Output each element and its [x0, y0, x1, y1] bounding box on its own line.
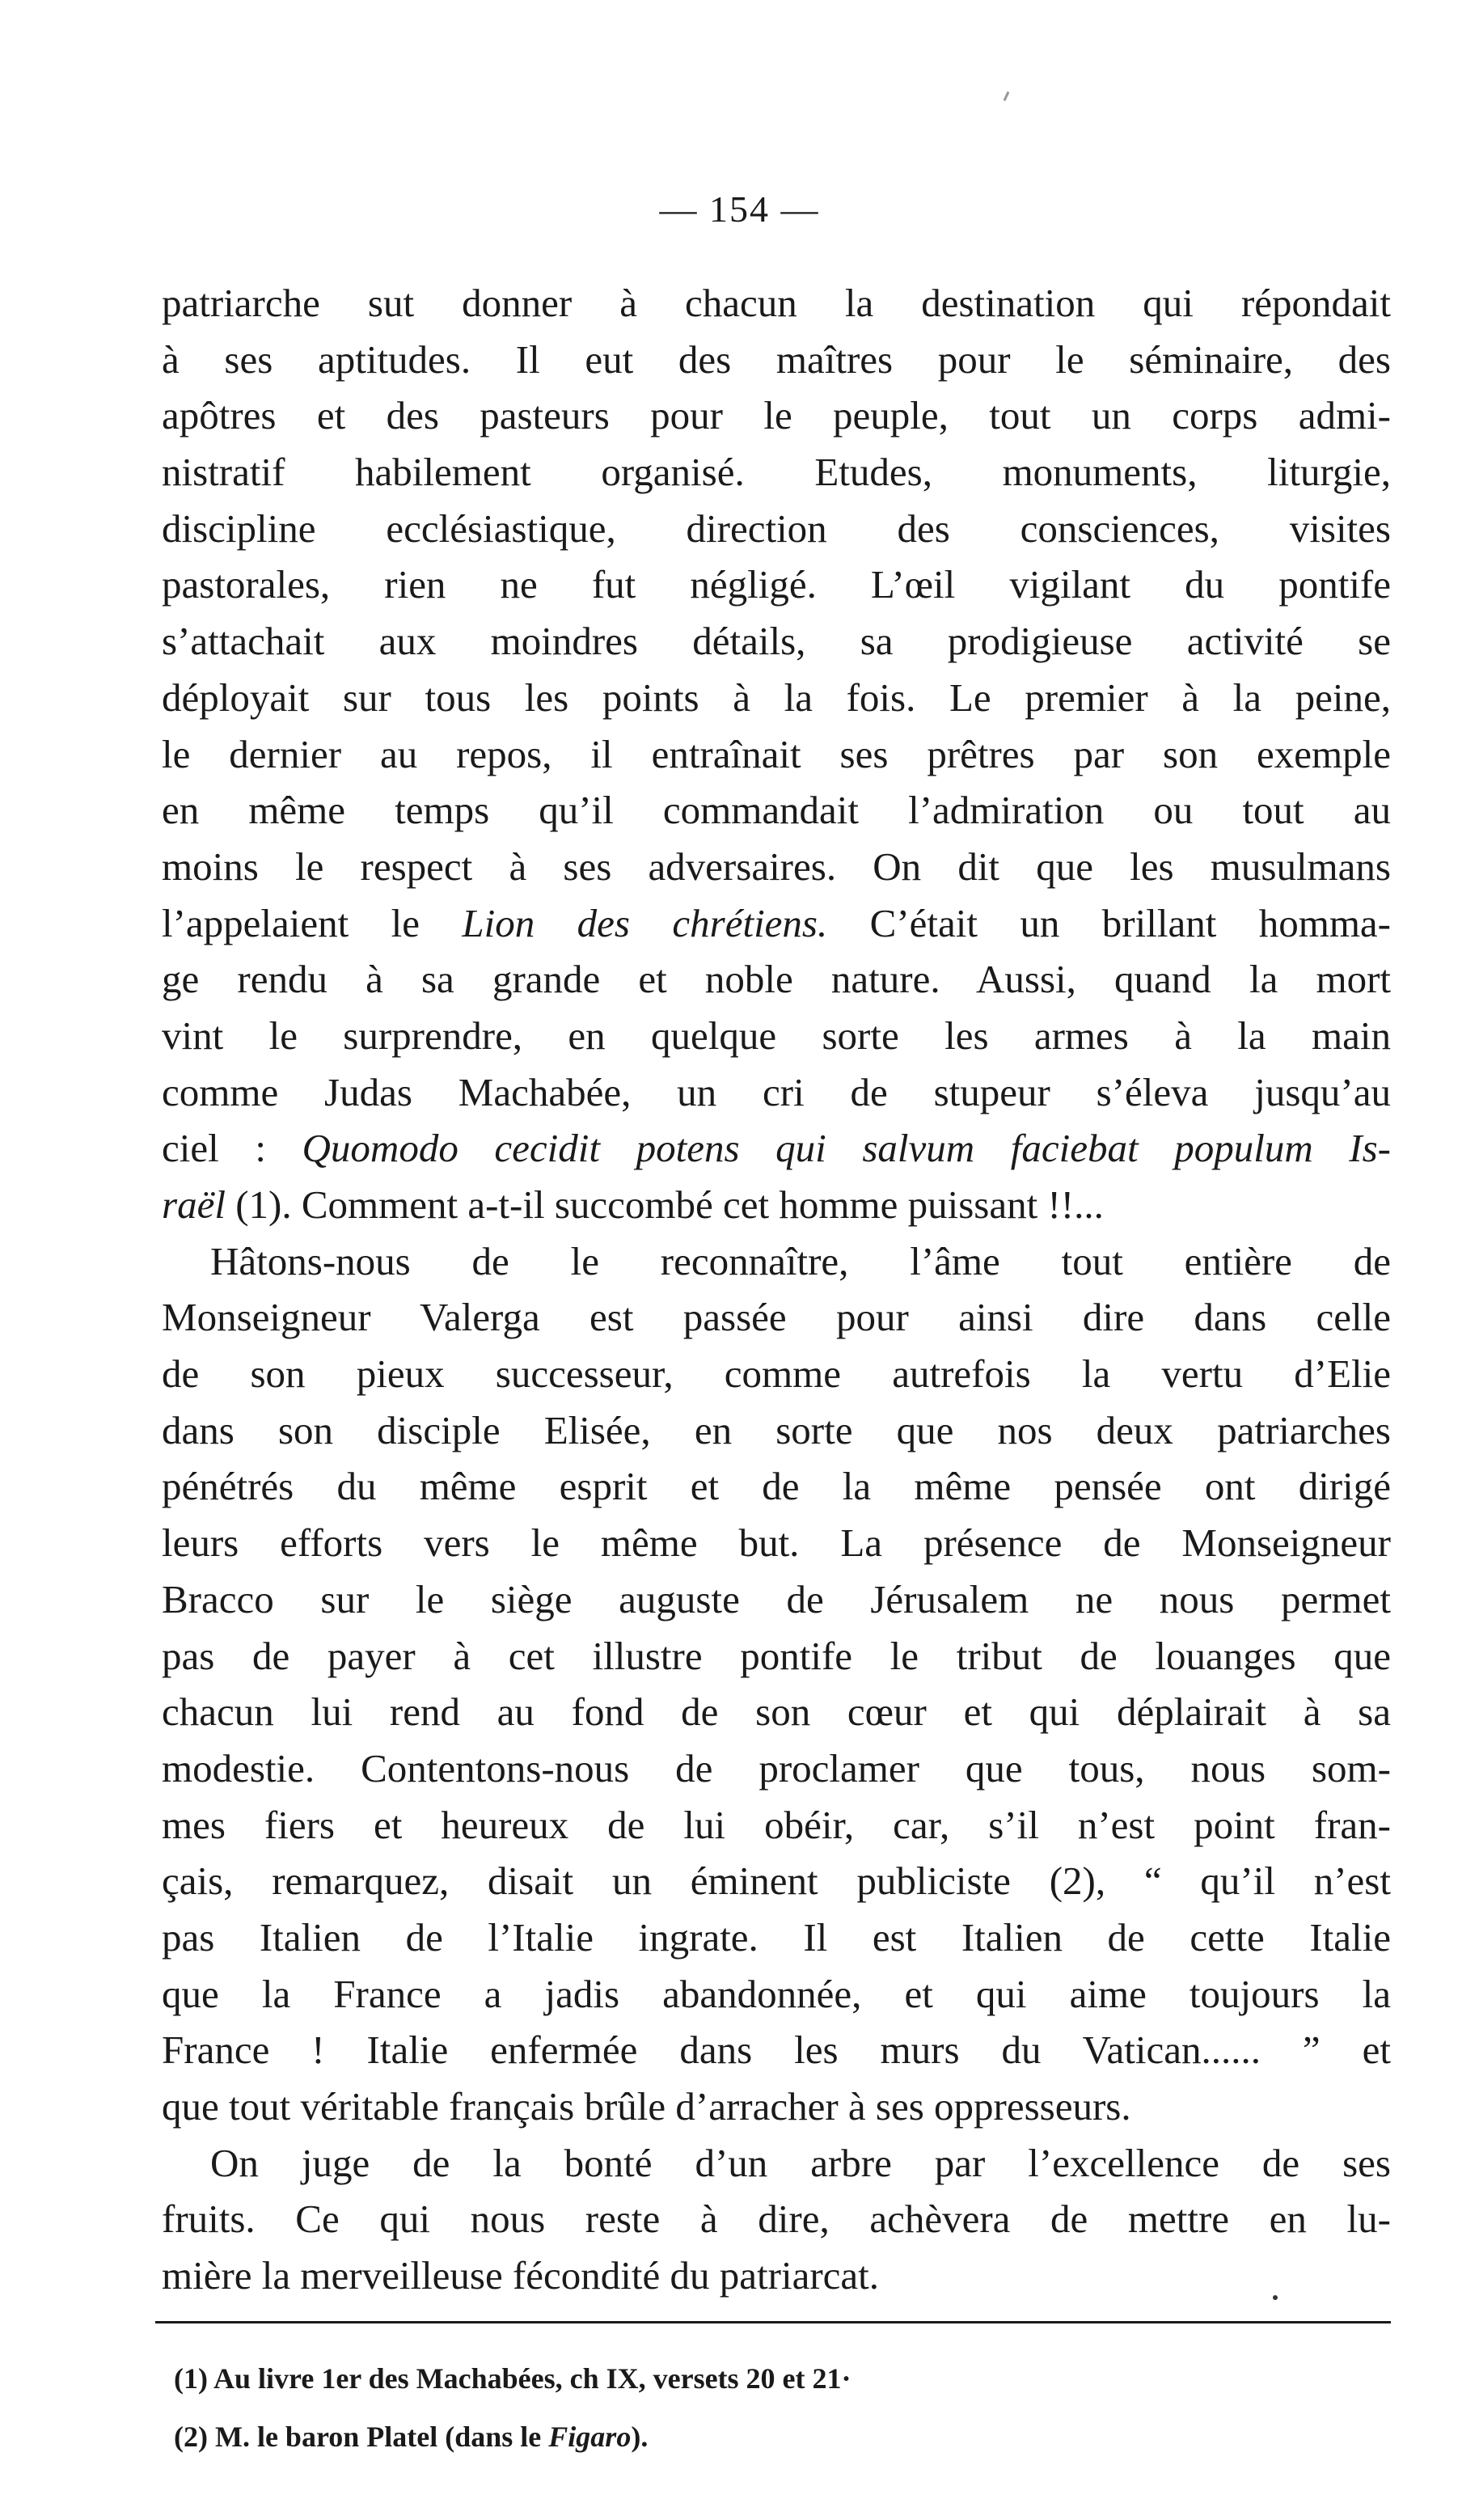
text-segment: de son pieux successeur, comme autrefois la vertu d’Elie: [162, 1351, 1391, 1397]
text-line: [162, 1177, 1391, 1233]
text-line: [162, 2078, 1391, 2135]
body-text: [162, 275, 1391, 2304]
text-segment: apôtres et des pasteurs pour le peuple, tout un corps admi-: [162, 393, 1391, 438]
text-segment: pas Italien de l’Italie ingrate. Il est Italien de cette Italie: [162, 1914, 1391, 1960]
text-segment: nistratif habilement organisé. Etudes, monuments, liturgie,: [162, 450, 1391, 495]
text-segment: s’attachait aux moindres détails, sa prodigieuse activité se: [162, 619, 1391, 664]
text-segment: leurs efforts vers le même but. La présence de Monseigneur: [162, 1520, 1391, 1566]
text-segment: discipline ecclésiastique, direction des consciences, visites: [162, 505, 1391, 551]
text-line: [162, 1515, 1391, 1571]
text-segment: (2) M. le baron Platel (dans le: [174, 2421, 549, 2453]
text-line: [162, 1008, 1391, 1064]
text-segment: ciel :: [162, 1126, 302, 1171]
text-line: [162, 1402, 1391, 1459]
text-segment: (1). Comment a-t-il succombé cet homme puissant !!...: [225, 1182, 1104, 1227]
text-segment: le dernier au repos, il entraînait ses prêtres par son exemple: [162, 731, 1391, 776]
text-line: [162, 1458, 1391, 1515]
text-line: [162, 1120, 1391, 1177]
text-line: [162, 1966, 1391, 2023]
footnote: [174, 2349, 1306, 2408]
text-segment: fruits. Ce qui nous reste à dire, achèvera de mettre en lu-: [162, 2197, 1391, 2242]
text-line: [162, 2022, 1391, 2078]
text-line: [162, 951, 1391, 1008]
text-segment: patriarche sut donner à chacun la destination qui répondait: [162, 281, 1391, 325]
italic-text: raël: [162, 1182, 226, 1227]
text-line: [162, 444, 1391, 501]
text-line: [162, 1289, 1391, 1346]
italic-text: Lion des chrétiens.: [462, 900, 828, 945]
text-segment: pénétrés du même esprit et de la même pensée ont dirigé: [162, 1464, 1391, 1509]
text-segment: pastorales, rien ne fut négligé. L’œil vigilant du pontife: [162, 562, 1391, 607]
text-line: [162, 1740, 1391, 1797]
text-line: [162, 1571, 1391, 1628]
text-segment: ).: [631, 2421, 649, 2453]
text-line: [162, 1346, 1391, 1402]
text-line: [162, 332, 1391, 388]
text-segment: mes fiers et heureux de lui obéir, car, s’il n’est point fran-: [162, 1802, 1391, 1847]
text-line: [162, 1233, 1391, 1290]
text-segment: France ! Italie enfermée dans les murs du Vatican...... ” et: [162, 2027, 1391, 2073]
text-segment: en même temps qu’il commandait l’admiration ou tout au: [162, 788, 1391, 833]
text-line: [162, 1909, 1391, 1966]
text-segment: déployait sur tous les points à la fois. Le premier à la peine,: [162, 674, 1391, 720]
italic-text: Figaro: [548, 2421, 632, 2453]
text-segment: Monseigneur Valerga est passée pour ainsi dire dans celle: [162, 1295, 1391, 1340]
text-line: [162, 1684, 1391, 1740]
footnote-rule: [155, 2321, 1391, 2323]
text-segment: Hâtons-nous de le reconnaître, l’âme tout entière de: [210, 1238, 1391, 1283]
text-segment: vint le surprendre, en quelque sorte les armes à la main: [162, 1013, 1391, 1058]
text-line: [162, 726, 1391, 783]
text-segment: l’appelaient le: [162, 900, 463, 945]
text-line: [162, 782, 1391, 839]
text-line: [162, 1064, 1391, 1121]
text-line: [162, 2135, 1391, 2192]
text-segment: modestie. Contentons-nous de proclamer que tous, nous som-: [162, 1745, 1391, 1791]
text-segment: que la France a jadis abandonnée, et qui aime toujours la: [162, 1971, 1391, 2016]
text-line: [162, 1628, 1391, 1685]
text-line: [162, 839, 1391, 895]
text-line: [162, 556, 1391, 613]
text-segment: C’était un brillant homma-: [827, 900, 1391, 945]
text-segment: moins le respect à ses adversaires. On dit que les musulmans: [162, 844, 1391, 889]
text-line: [162, 2191, 1391, 2247]
ink-mark: [1004, 91, 1010, 101]
text-segment: pas de payer à cet illustre pontife le tribut de louanges que: [162, 1633, 1391, 1678]
text-line: [162, 1853, 1391, 1909]
footnotes: [174, 2349, 1306, 2466]
ink-dot: [1273, 2295, 1278, 2300]
text-line: [162, 2247, 1391, 2304]
text-line: [162, 670, 1391, 726]
text-segment: ge rendu à sa grande et noble nature. Aussi, quand la mort: [162, 957, 1391, 1002]
text-line: [162, 501, 1391, 557]
text-segment: çais, remarquez, disait un éminent publiciste (2), “ qu’il n’est: [162, 1858, 1391, 1904]
footnote: [174, 2408, 1306, 2466]
italic-text: Quomodo cecidit potens qui salvum faciebat populum Is-: [302, 1126, 1391, 1171]
text-segment: à ses aptitudes. Il eut des maîtres pour le séminaire, des: [162, 336, 1391, 382]
text-segment: comme Judas Machabée, un cri de stupeur s’éleva jusqu’au: [162, 1069, 1391, 1114]
text-segment: mière la merveilleuse fécondité du patriarcat.: [162, 2253, 880, 2298]
text-line: [162, 895, 1391, 952]
text-line: [162, 387, 1391, 444]
text-segment: que tout véritable français brûle d’arracher à ses oppresseurs.: [162, 2084, 1131, 2129]
text-segment: dans son disciple Elisée, en sorte que nos deux patriarches: [162, 1407, 1391, 1452]
text-segment: Bracco sur le siège auguste de Jérusalem ne nous permet: [162, 1576, 1391, 1622]
text-line: [162, 613, 1391, 670]
text-line: [162, 1797, 1391, 1854]
page-number: — 154 —: [659, 188, 820, 230]
text-segment: On juge de la bonté d’un arbre par l’excellence de ses: [210, 2140, 1391, 2185]
text-segment: (1) Au livre 1er des Machabées, ch IX, versets 20 et 21·: [174, 2362, 851, 2395]
text-line: [162, 275, 1391, 332]
text-segment: chacun lui rend au fond de son cœur et qui déplairait à sa: [162, 1689, 1391, 1735]
